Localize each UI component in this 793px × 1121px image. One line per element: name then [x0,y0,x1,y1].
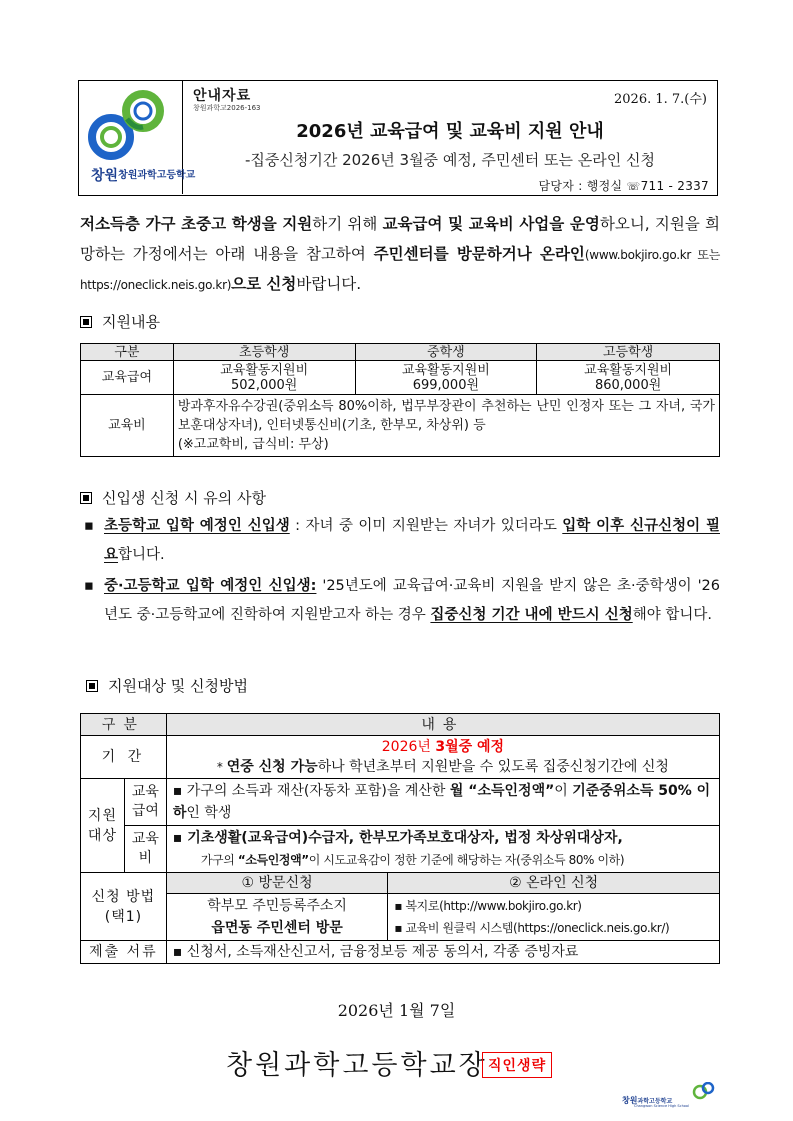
doc-kind: 안내자료 [193,88,252,104]
target-method-table [80,713,720,964]
section-title-text: 지원대상 및 신청방법 [108,677,248,695]
header-box [78,80,718,196]
emphasis: 입학 이후 신규신청이 필요 [104,518,720,563]
list-item [80,572,720,630]
row-label: 기 간 [81,736,167,779]
section-freshman-title [80,487,266,508]
edu-cost-description [173,395,719,457]
row-label: 지원 대상 [81,779,125,873]
section-title-text: 지원내용 [102,313,160,331]
contact-info [538,177,709,194]
elementary-cell: 교육활동지원비 502,000원 [173,361,355,395]
header-cell: 구분 [81,344,174,361]
high-cell: 교육활동지원비 860,000원 [537,361,720,395]
sub-label: 교육 급여 [124,779,166,826]
school-logo-text: 창원창원과학고등학교 [91,168,196,184]
contact-number: 711 - 2337 [640,179,709,193]
sub-label: 교육 비 [124,826,166,873]
bullet-icon: ▪ [84,518,94,534]
intro-bold-6: 으로 신청 [231,275,297,293]
list-text: 합니다. [118,547,165,563]
visit-header: ① 방문신청 [166,873,388,894]
phone-icon: ☏ [626,180,641,193]
intro-bold-3: 교육급여 및 교육비 사업을 운영 [382,215,600,233]
school-logo [79,81,196,194]
header-cell: 내용 [166,714,719,736]
square-bullet-icon [80,316,92,328]
bullet-icon: ▪ [84,578,94,594]
principal-name: 창원과학고등학교장 [226,1050,488,1081]
emphasis: 집중신청 기간 내에 반드시 신청 [430,607,633,623]
middle-cell: 교육활동지원비 699,000원 [355,361,537,395]
intro-bold-1: 저소득층 가구 초중고 학생을 지원 [80,215,313,233]
footer-date: 2026년 1월 7일 [337,1001,456,1020]
header-cell: 중학생 [355,344,537,361]
list-text: 해야 합니다. [632,607,712,623]
row-label: 교육비 [81,395,174,457]
intro-paragraph [80,210,720,301]
cost-target-text: ▪ 기초생활(교육급여)수급자, 한부모가족보호대상자, 법정 차상위대상자, 가구의 “소득인정액”이 시도교육감이 정한 기준에 해당하는 자(중위소득 80% 이하) [166,826,719,873]
emphasis: 중·고등학교 입학 예정인 신입생: [104,578,317,594]
period-row [81,736,720,779]
official-stamp: 직인생략 [482,1052,552,1078]
benefit-target-text: ▪ 가구의 소득과 재산(자동차 포함)을 계산한 월 “소득인정액”이 기준중위소득 50% 이하인 학생 [166,779,719,826]
doc-number: 창원과학고2026-163 [193,104,261,112]
benefit-target-row [81,779,720,826]
docs-text: ▪ 신청서, 소득재산신고서, 금융정보등 제공 동의서, 각종 증빙자료 [166,941,719,964]
section-target-title [86,675,248,696]
period-value: 2026년 3월중 예정 [381,739,505,755]
section-title-text: 신입생 신청 시 유의 사항 [102,489,266,507]
cost-target-row [81,826,720,873]
row-label: 제출 서류 [81,941,167,964]
period-note: * 연중 신청 가능하나 학년초부터 지원받을 수 있도록 집중신청기간에 신청 [216,759,669,775]
intro-text-2: 하기 위해 [312,215,383,233]
table-header-row [81,714,720,736]
visit-cell: 학부모 주민등록주소지 읍면동 주민센터 방문 [166,894,388,941]
row-label: 교육급여 [81,361,174,395]
freshman-notes [80,512,720,630]
square-bullet-icon [86,680,98,692]
doc-subtitle: -집중신청기간 2026년 3월중 예정, 주민센터 또는 온라인 신청 [244,151,656,169]
intro-urls: (www.bokjiro.go.kr 또는 https://oneclick.neis.go.kr) [80,247,720,292]
doc-date: 2026. 1. 7.(수) [614,92,707,107]
header-cell: 고등학생 [537,344,720,361]
doc-title: 2026년 교육급여 및 교육비 지원 안내 [296,121,604,142]
online-cell: ▪ 복지로(http://www.bokjiro.go.kr) ▪ 교육비 원클릭 시스템(https://oneclick.neis.go.kr/) [388,894,720,941]
period-cell [166,736,719,779]
apply-method-row [81,894,720,941]
emphasis: 초등학교 입학 예정인 신입생 [104,518,290,534]
intro-bold-5: 주민센터를 방문하거나 온라인 [373,244,585,263]
school-logo-icon [83,87,179,169]
section-support-title [80,311,160,332]
docs-row [81,941,720,964]
list-item [80,512,720,570]
table-row [81,395,720,457]
table-row [81,361,720,395]
intro-text-4: 하오니, 지원을 희망하는 가정에서는 아래 내용을 참고하여 [80,215,720,263]
list-text: : 자녀 중 이미 지원받는 자녀가 있더라도 [289,518,563,534]
footer-logo-en: Changwon Science High School [634,1104,690,1108]
header-cell: 초등학생 [173,344,355,361]
row-label: 신청 방법 (택1) [81,873,167,941]
support-table [80,343,720,457]
list-text: '25년도에 교육급여·교육비 지원을 받지 않은 초·중학생이 '26년도 중·고등학교에 진학하여 지원받고자 하는 경우 [104,578,721,623]
online-header: ② 온라인 신청 [388,873,720,894]
intro-text-7: 바랍니다. [296,275,362,293]
edu-cost-desc-line: 방과후자유수강권(중위소득 80%이하, 법무부장관이 추천하는 난민 인정자 또는 그 자녀, 국가보훈대상자녀), 인터넷통신비(기초, 한부모, 차상위) 등 [177,399,715,433]
square-bullet-icon [80,492,92,504]
apply-method-header-row [81,873,720,894]
contact-label: 담당자 : 행정실 [538,179,623,193]
table-header-row [81,344,720,361]
edu-cost-note: (※고교학비, 급식비: 무상) [177,437,329,452]
footer-logo-text: 창원과학고등학교 [622,1096,673,1105]
header-cell: 구분 [81,714,167,736]
